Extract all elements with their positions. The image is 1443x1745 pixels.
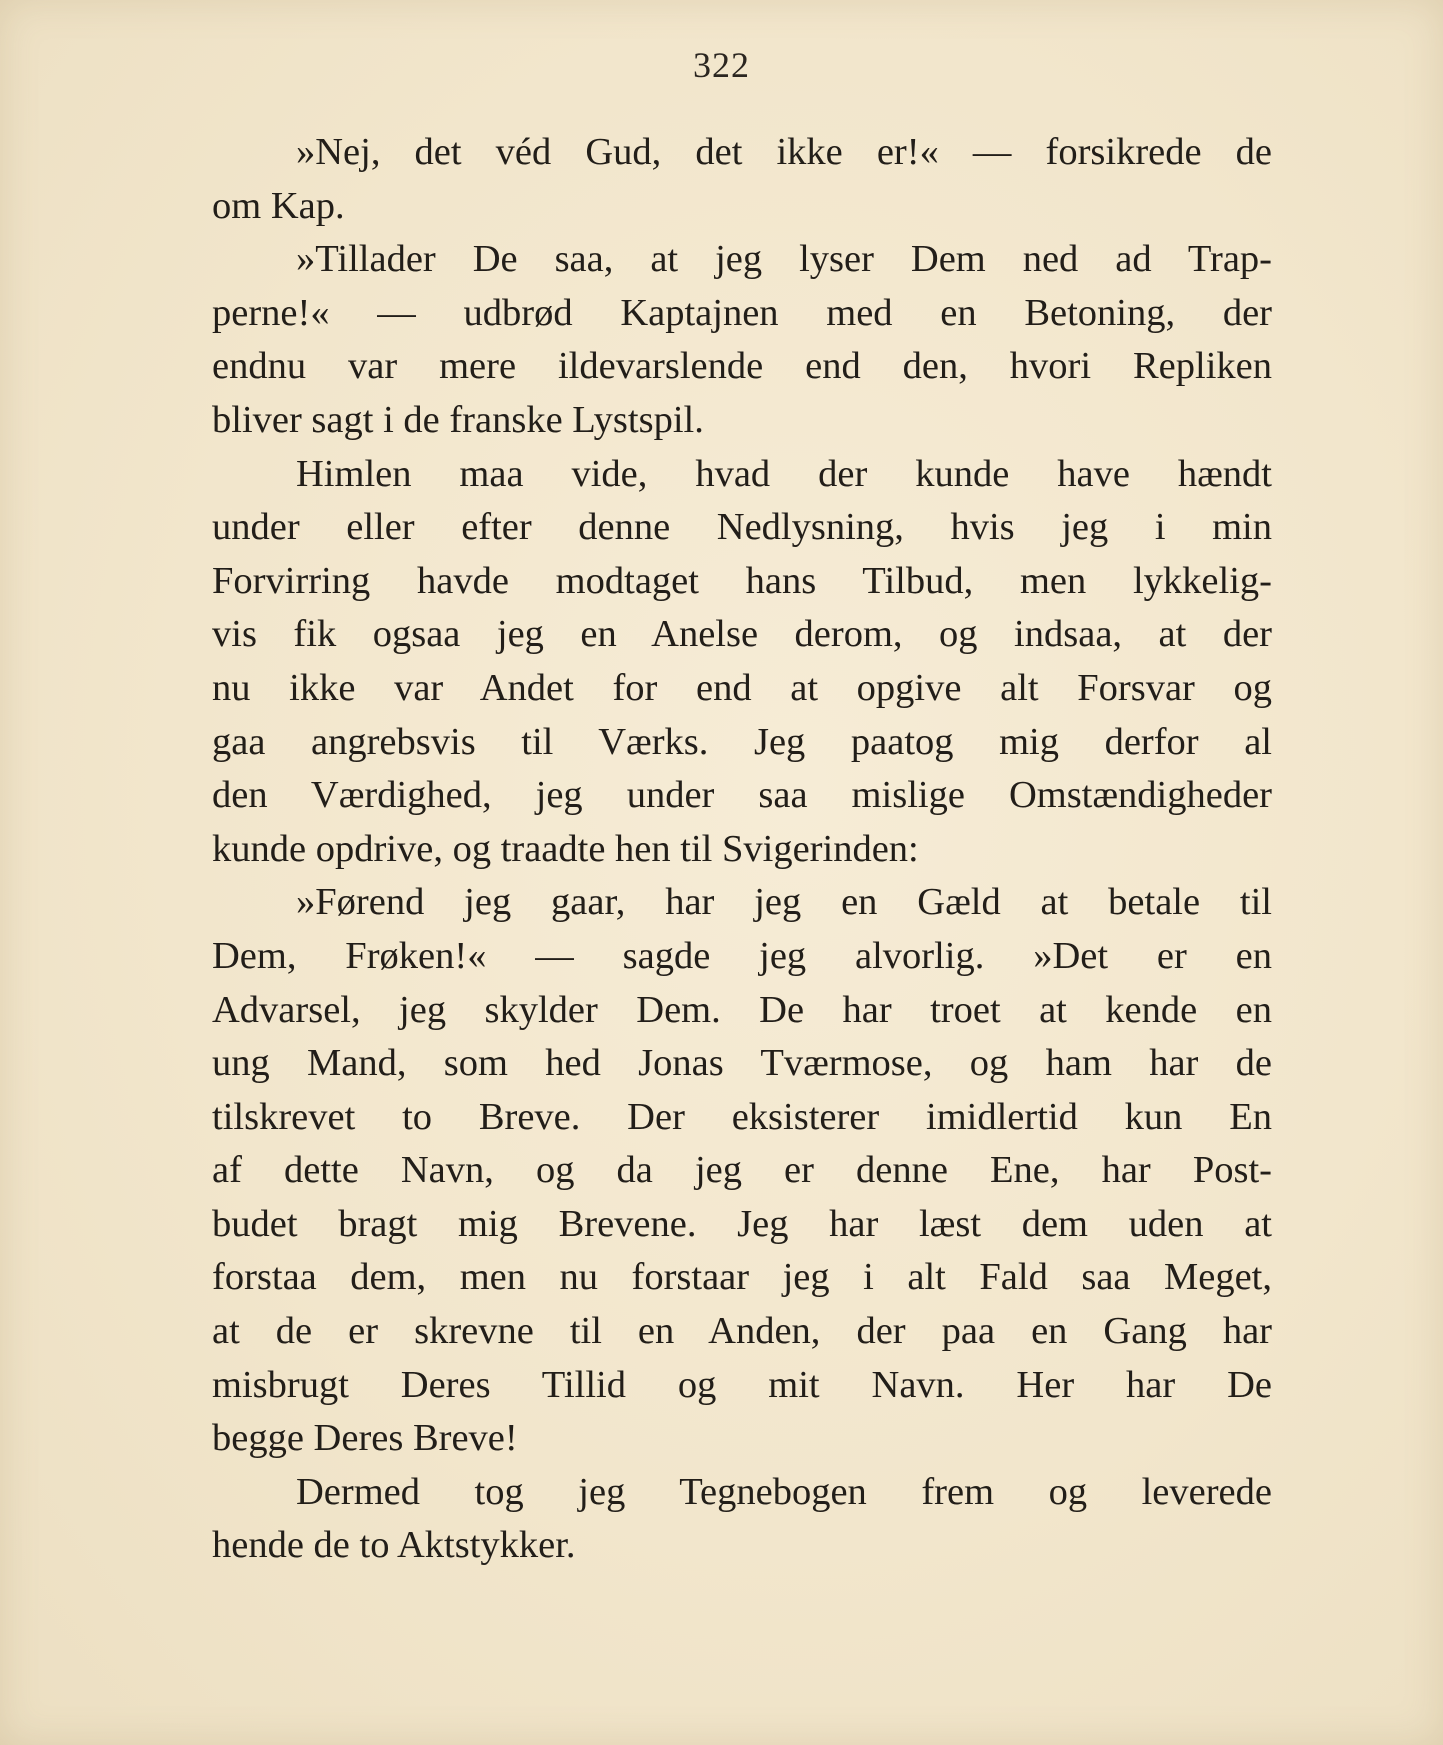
text-line: Dem, Frøken!« — sagde jeg alvorlig. »Det er en	[212, 934, 1272, 977]
text-line: af dette Navn, og da jeg er denne Ene, har Post-	[212, 1149, 1272, 1192]
text-line: at de er skrevne til en Anden, der paa en Gang har	[212, 1310, 1272, 1353]
text-line: den Værdighed, jeg under saa mislige Omstændigheder	[212, 774, 1272, 817]
text-line: budet bragt mig Brevene. Jeg har læst dem uden at	[212, 1202, 1272, 1245]
text-line: tilskrevet to Breve. Der eksisterer imidlertid kun En	[212, 1095, 1272, 1138]
text-line: hende de to Aktstykker.	[212, 1524, 576, 1567]
text-line: misbrugt Deres Tillid og mit Navn. Her har De	[212, 1363, 1272, 1406]
text-line: endnu var mere ildevarslende end den, hvori Repliken	[212, 345, 1272, 388]
text-line: Himlen maa vide, hvad der kunde have hændt	[296, 452, 1272, 495]
page-number: 322	[693, 45, 750, 85]
text-line: forstaa dem, men nu forstaar jeg i alt Fald saa Meget,	[212, 1256, 1272, 1299]
text-line: Forvirring havde modtaget hans Tilbud, men lykkelig-	[212, 559, 1272, 602]
text-line: gaa angrebsvis til Værks. Jeg paatog mig derfor al	[212, 720, 1272, 763]
text-line: »Tillader De saa, at jeg lyser Dem ned ad Trap-	[296, 238, 1272, 281]
text-line: »Førend jeg gaar, har jeg en Gæld at betale til	[296, 881, 1272, 924]
text-line: under eller efter denne Nedlysning, hvis jeg i min	[212, 506, 1272, 549]
text-line: om Kap.	[212, 184, 345, 227]
text-line: »Nej, det véd Gud, det ikke er!« — forsikrede de	[296, 131, 1272, 173]
text-line: bliver sagt i de franske Lystspil.	[212, 398, 704, 441]
text-line: vis fik ogsaa jeg en Anelse derom, og indsaa, at der	[212, 613, 1272, 656]
text-line: nu ikke var Andet for end at opgive alt Forsvar og	[212, 666, 1272, 709]
text-line: kunde opdrive, og traadte hen til Svigerinden:	[212, 827, 919, 870]
text-line: begge Deres Breve!	[212, 1417, 518, 1460]
text-line: Dermed tog jeg Tegnebogen frem og leverede	[296, 1470, 1272, 1513]
body-text	[212, 126, 1272, 1573]
text-line: perne!« — udbrød Kaptajnen med en Betoning, der	[212, 291, 1272, 334]
text-line: Advarsel, jeg skylder Dem. De har troet at kende en	[212, 988, 1272, 1031]
text-line: ung Mand, som hed Jonas Tværmose, og ham har de	[212, 1042, 1272, 1085]
